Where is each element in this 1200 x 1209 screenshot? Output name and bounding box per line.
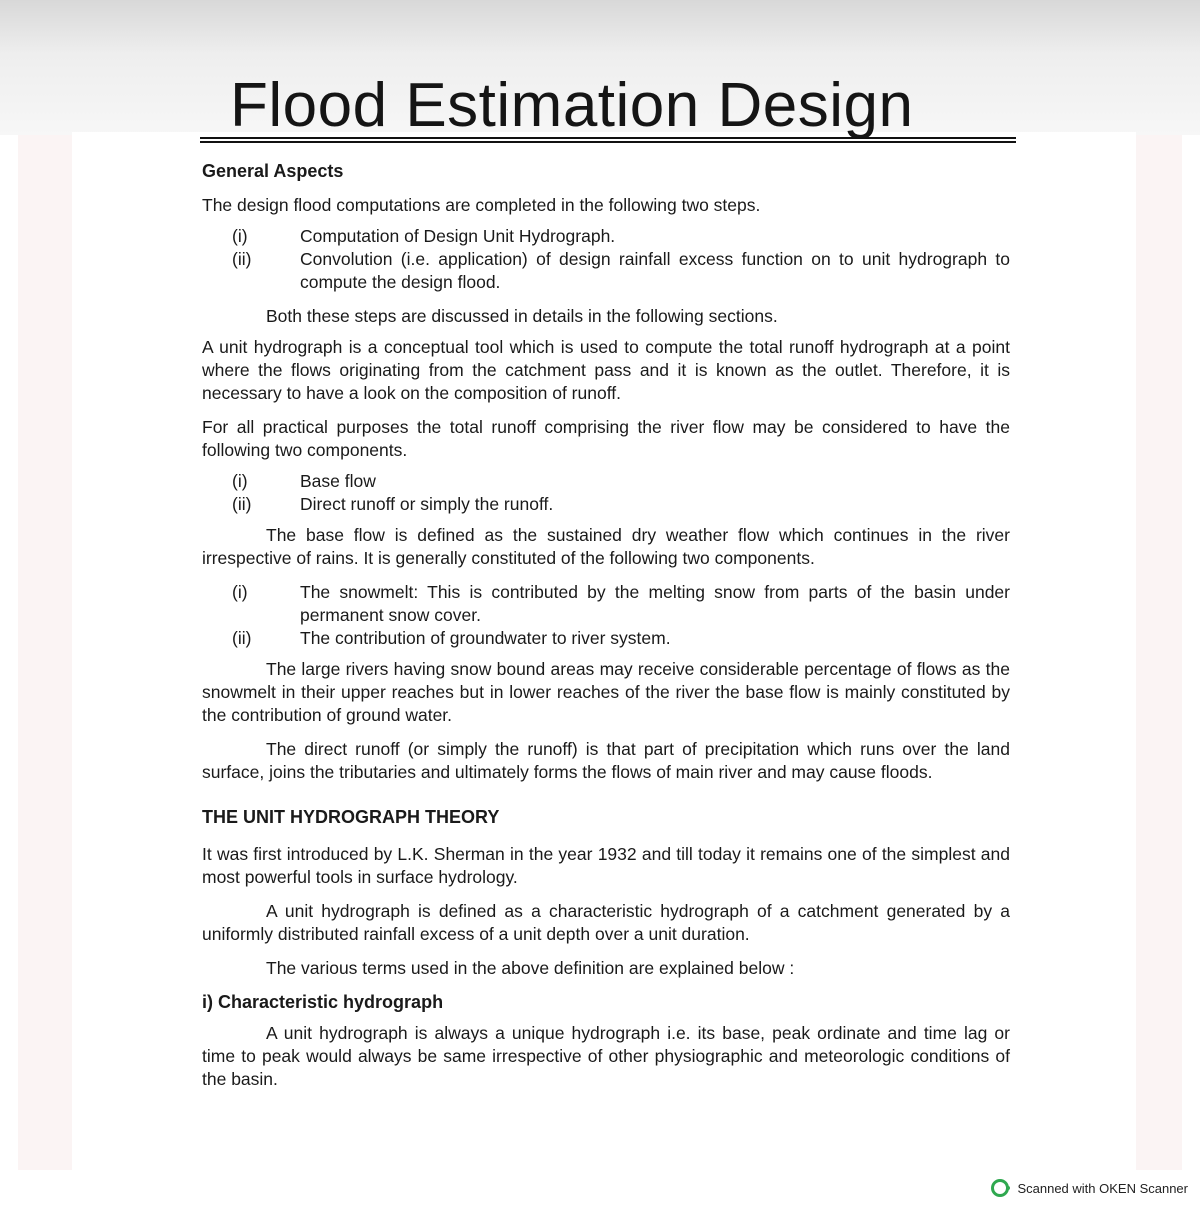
list-item xyxy=(202,627,1010,650)
list-text: Computation of Design Unit Hydrograph. xyxy=(300,226,616,246)
list-item xyxy=(202,493,1010,516)
oken-scanner-logo-icon xyxy=(991,1179,1009,1197)
definition-paragraph: A unit hydrograph is defined as a characteristic hydrograph of a catchment generated by a uniformly distributed rainfall excess of a unit depth over a unit duration. xyxy=(202,901,1010,944)
list-number: (ii) xyxy=(232,494,252,514)
heading-unit-hydrograph-theory: THE UNIT HYDROGRAPH THEORY xyxy=(202,807,500,827)
list-number: (i) xyxy=(232,471,248,491)
base-flow-paragraph: The base flow is defined as the sustained dry weather flow which continues in the river irrespective of rains. It is generally constituted of the following two components. xyxy=(202,525,1010,568)
heading-general-aspects: General Aspects xyxy=(202,161,344,181)
list-text: The snowmelt: This is contributed by the melting snow from parts of the basin under permanent snow cover. xyxy=(300,582,1010,625)
practical-purposes-paragraph: For all practical purposes the total runoff comprising the river flow may be considered to have the following two components. xyxy=(202,417,1010,460)
intro-paragraph: The design flood computations are completed in the following two steps. xyxy=(202,195,761,215)
list-number: (ii) xyxy=(232,249,252,269)
document-title: Flood Estimation Design xyxy=(230,71,914,140)
list-item xyxy=(202,470,1010,493)
list-text: Base flow xyxy=(300,471,376,491)
list-number: (i) xyxy=(232,226,248,246)
list-item xyxy=(202,225,1010,248)
unit-hydrograph-paragraph: A unit hydrograph is a conceptual tool which is used to compute the total runoff hydrograph at a point where the flows originating from the catchment pass and it is known as the outlet. Therefore, it is necessary to have a look on the composition of runoff. xyxy=(202,337,1010,403)
terms-paragraph: The various terms used in the above definition are explained below : xyxy=(266,958,795,978)
runoff-components-list xyxy=(202,470,1010,516)
base-flow-components-list xyxy=(202,581,1010,650)
characteristic-paragraph: A unit hydrograph is always a unique hydrograph i.e. its base, peak ordinate and time lag or time to peak would always be same irrespective of other physiographic and meteorologic conditions of the basin. xyxy=(202,1023,1010,1089)
large-rivers-paragraph: The large rivers having snow bound areas may receive considerable percentage of flows as the snowmelt in their upper reaches but in lower reaches of the river the base flow is mainly constituted by the contribution of ground water. xyxy=(202,659,1010,725)
list-number: (i) xyxy=(232,582,248,602)
scanner-watermark xyxy=(991,1179,1188,1197)
steps-list xyxy=(202,225,1010,294)
list-text: Convolution (i.e. application) of design rainfall excess function on to unit hydrograph to compute the design flood. xyxy=(300,249,1010,292)
scanner-label: Scanned with OKEN Scanner xyxy=(1017,1180,1188,1196)
list-item xyxy=(202,248,1010,294)
both-steps-paragraph: Both these steps are discussed in details in the following sections. xyxy=(266,306,778,326)
title-underline xyxy=(200,137,1016,143)
list-text: Direct runoff or simply the runoff. xyxy=(300,494,554,514)
heading-characteristic-hydrograph: i) Characteristic hydrograph xyxy=(202,992,444,1012)
list-item xyxy=(202,581,1010,627)
list-number: (ii) xyxy=(232,628,252,648)
document-body xyxy=(202,160,1010,1091)
direct-runoff-paragraph: The direct runoff (or simply the runoff) is that part of precipitation which runs over the land surface, joins the tributaries and ultimately forms the flows of main river and may cause floods. xyxy=(202,739,1010,782)
sherman-paragraph: It was first introduced by L.K. Sherman in the year 1932 and till today it remains one of the simplest and most powerful tools in surface hydrology. xyxy=(202,844,1010,887)
list-text: The contribution of groundwater to river system. xyxy=(300,628,671,648)
